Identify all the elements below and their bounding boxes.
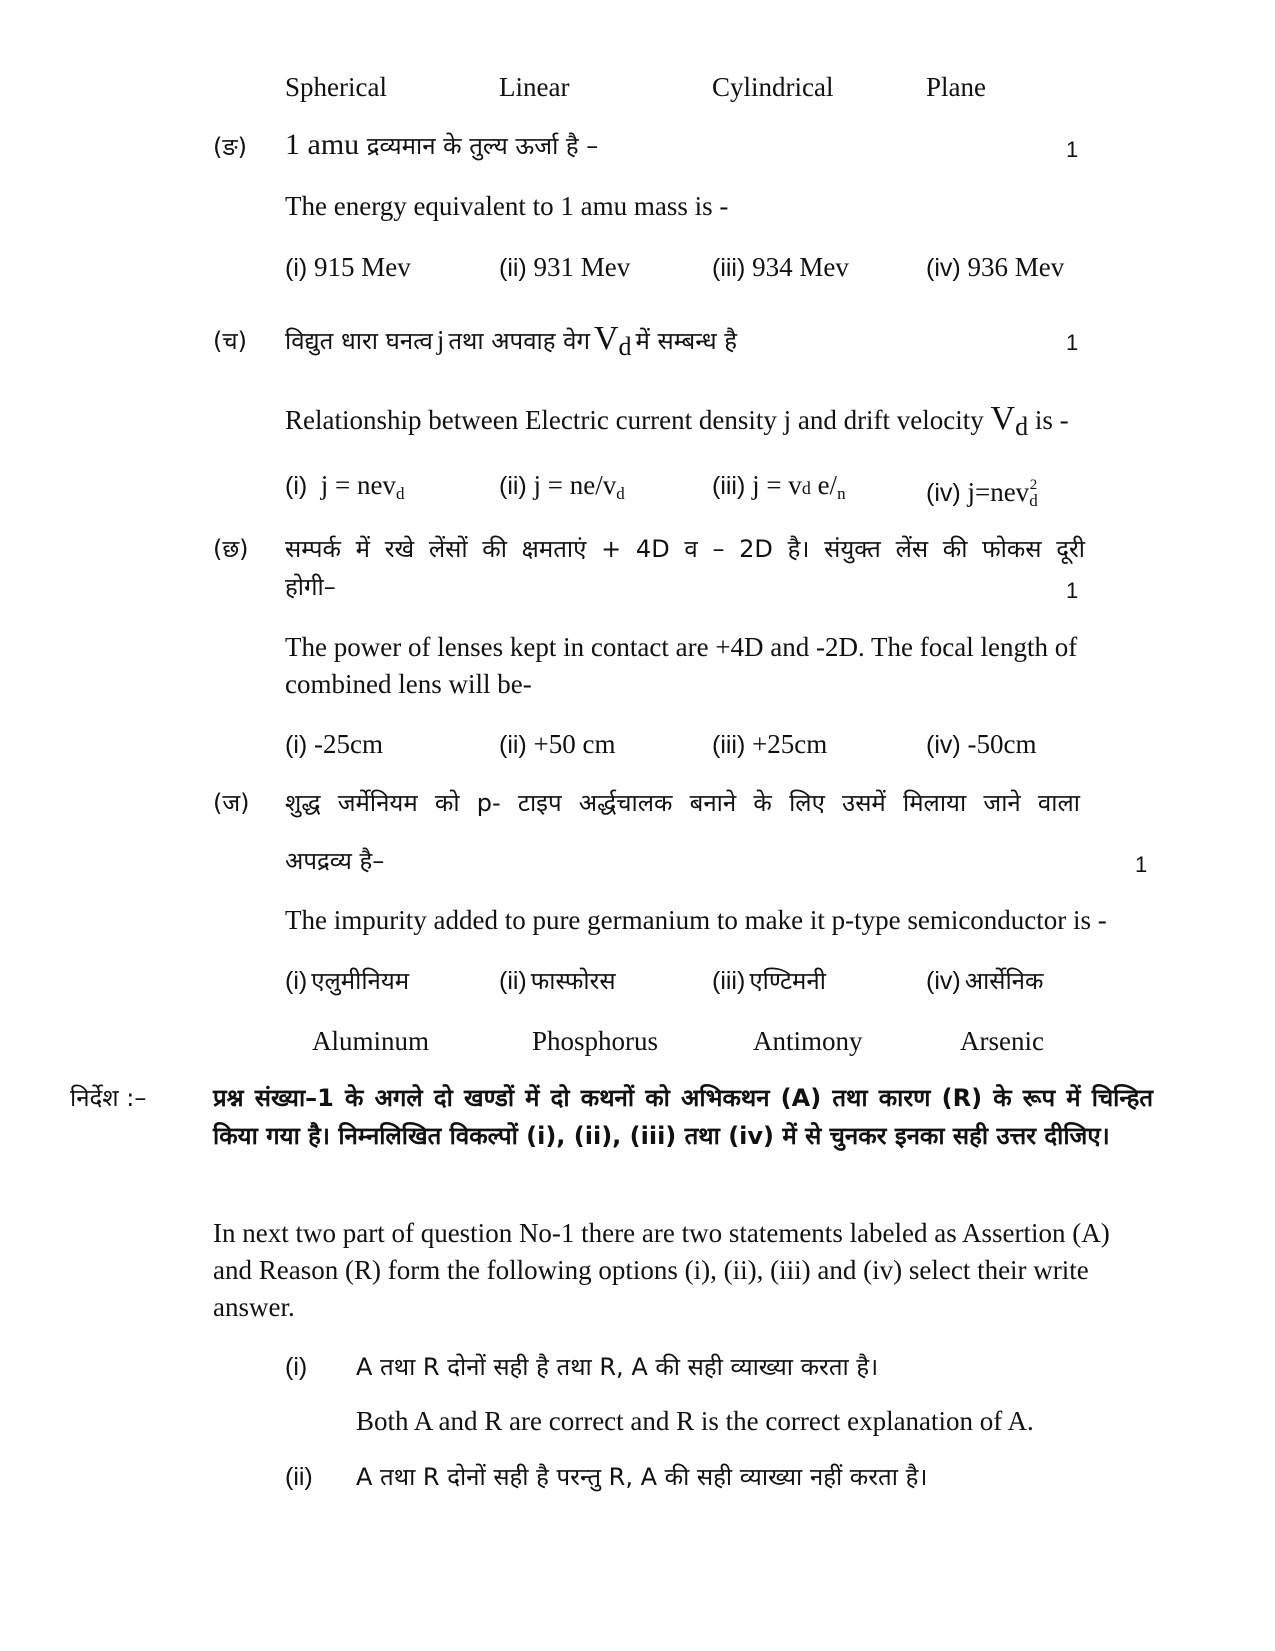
question-label: (ज)	[213, 789, 250, 817]
question-marks: 1	[1135, 852, 1148, 877]
option-i: (i) 915 Mev	[285, 252, 411, 282]
option-ii: (ii) $j = ne/v_d$	[499, 470, 625, 503]
option-iii: (iii) j = vd $e/_n$	[712, 470, 846, 503]
question-marks: 1	[1066, 137, 1079, 162]
top-option-4: Plane	[926, 72, 986, 102]
question-hindi-line2: अपद्रव्य है–	[285, 847, 385, 875]
option-ii: (ii) फास्फोरस	[499, 967, 616, 995]
option-iv: (iv) -50cm	[926, 729, 1037, 759]
option-iii: (iii) +25cm	[712, 729, 828, 759]
ar-option-i-hindi: A तथा R दोनों सही है तथा R, A की सही व्याख्या करता है।	[356, 1353, 879, 1381]
question-hindi-line1: सम्पर्क में रखे लेंसों की क्षमताएं + 4D व – 2D है। संयुक्त लेंस की फोकस दूरी	[285, 535, 1085, 563]
question-label: (ङ)	[213, 133, 248, 161]
option-ii: (ii) 931 Mev	[499, 252, 631, 282]
top-option-2: Linear	[499, 72, 570, 102]
instructions-label: निर्देश :–	[70, 1084, 147, 1112]
instructions-hindi: प्रश्न संख्या–1 के अगले दो खण्डों में दो कथनों को अभिकथन (A) तथा कारण (R) के रूप में चिन्हित किया गया है। निम्नलिखित विकल्पों (i), (ii), (iii) तथा (iv) में से चुनकर इनका सही उत्तर दीजिए।	[213, 1084, 1153, 1150]
question-hindi-line2: होगी–	[285, 573, 336, 601]
question-hindi-line1: शुद्ध जर्मेनियम को p- टाइप अर्द्धचालक बनाने के लिए उसमें मिलाया जाने वाला	[285, 789, 1080, 817]
top-option-3: Cylindrical	[712, 72, 834, 102]
option-i-english: Aluminum	[312, 1026, 430, 1056]
option-i: (i) j = nev$_d$	[285, 470, 405, 503]
top-option-1: Spherical	[285, 72, 387, 102]
option-iv: (iv) आर्सेनिक	[926, 967, 1044, 995]
option-i: (i) -25cm	[285, 729, 383, 759]
option-iii: (iii) 934 Mev	[712, 252, 849, 282]
ar-option-i-english: Both A and R are correct and R is the correct explanation of A.	[356, 1406, 1034, 1436]
option-iii: (iii) एण्टिमनी	[712, 967, 826, 995]
option-iv: (iv) j=nev$_d^2$	[926, 477, 1038, 510]
ar-option-ii-num: (ii)	[285, 1463, 313, 1491]
question-label: (च)	[213, 327, 247, 355]
question-english: The power of lenses kept in contact are +4D and -2D. The focal length of combined lens will be-	[285, 632, 1078, 699]
option-iv-english: Arsenic	[960, 1026, 1044, 1056]
question-english: The energy equivalent to 1 amu mass is -	[285, 191, 729, 221]
option-iv: (iv) 936 Mev	[926, 252, 1065, 282]
option-iii-english: Antimony	[753, 1026, 863, 1056]
option-ii: (ii) +50 cm	[499, 729, 616, 759]
question-english: Relationship between Electric current density j and drift velocity Vd is -	[285, 400, 1069, 441]
question-label: (छ)	[213, 535, 249, 563]
ar-option-ii-hindi: A तथा R दोनों सही है परन्तु R, A की सही व्याख्या नहीं करता है।	[356, 1463, 928, 1491]
question-hindi: विद्युत धारा घनत्व j तथा अपवाह वेग Vd में सम्बन्ध है	[285, 320, 738, 361]
ar-option-i-num: (i)	[285, 1353, 308, 1381]
question-marks: 1	[1066, 578, 1079, 603]
question-english: The impurity added to pure germanium to make it p-type semiconductor is -	[285, 905, 1107, 935]
option-ii-english: Phosphorus	[532, 1026, 659, 1056]
question-hindi: 1 amu द्रव्यमान के तुल्य ऊर्जा है –	[285, 128, 599, 161]
instructions-english: In next two part of question No-1 there are two statements labeled as Assertion (A) and Reason (R) form the following options (i), (ii), (iii) and (iv) select their write answer.	[213, 1218, 1110, 1322]
option-i: (i) एलुमीनियम	[285, 967, 410, 995]
question-marks: 1	[1066, 330, 1079, 355]
